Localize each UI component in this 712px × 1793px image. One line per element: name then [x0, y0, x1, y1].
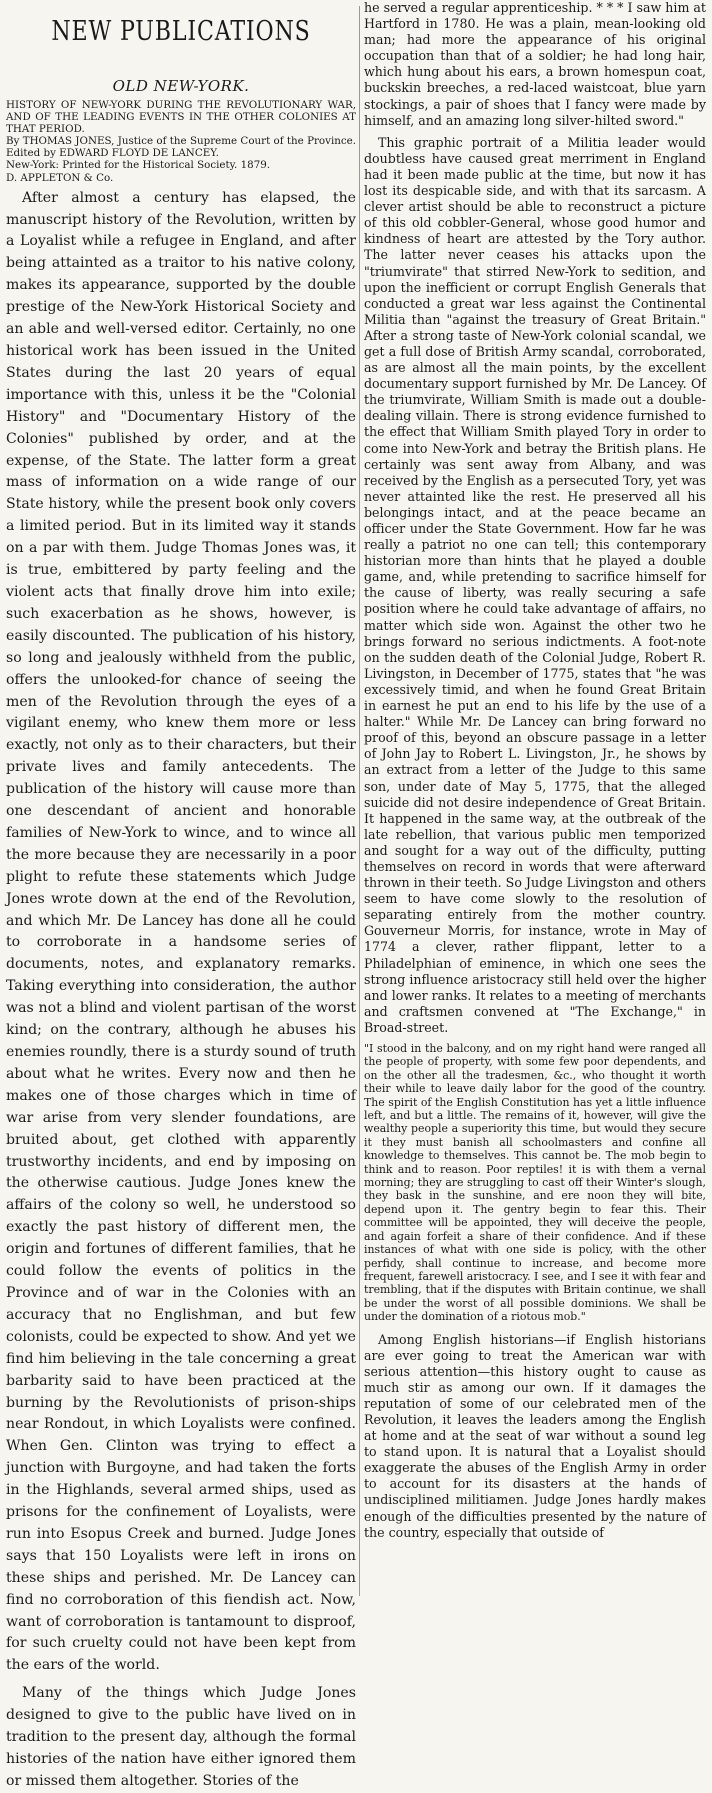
book-title: HISTORY OF NEW-YORK DURING THE REVOLUTIONARY WAR, AND OF THE LEADING EVENTS IN THE OTHER COLONIES AT THAT PERIOD. — [6, 99, 356, 136]
block-quote: "I stood in the balcony, and on my right hand were ranged all the people of property, with some few poor dependents, and on the other all the tradesmen, &c., who thought it worth their while to leave daily labor for the good of the country. The spirit of the English Constitution has yet a little influence left, and but a little. The remains of it, however, will give the wealthy people a superiority this time, but would they secure it they must banish all schoolmasters and confine all knowledge to themselves. This cannot be. The mob begin to think and to reason. Poor reptiles! it is with them a vernal morning; they are struggling to cast off their Winter's slough, they bask in the sunshine, and ere noon they will bite, depend upon it. The gentry begin to fear this. Their committee will be appointed, they will deceive the people, and again forfeit a share of their confidence. And if these instances of what with one side is policy, with the other perfidy, shall continue to increase, and become more frequent, farewell aristocracy. I see, and I see it with fear and trembling, that if the disputes with Britain continue, we shall be under the worst of all possible dominions. We shall be under the domination of a riotous mob." — [364, 1042, 706, 1324]
book-author: By THOMAS JONES, Justice of the Supreme Court of the Province. Edited by EDWARD FLOYD DE LANCEY. — [6, 135, 356, 160]
book-publisher: D. APPLETON & Co. — [6, 171, 114, 184]
article-subhead: OLD NEW-YORK. — [112, 77, 250, 95]
article-paragraph: he served a regular apprenticeship. * * * I saw him at Hartford in 1780. He was a plain, mean-looking old man; had more the appearance of his original occupation than that of a soldier; he had long hair, which hung about his ears, a brown homespun coat, buckskin breeches, a red-laced waistcoat, blue yarn stockings, a pair of shoes that I fancy were made by himself, and an amazing long silver-hilted sword." — [364, 0, 706, 128]
article-paragraph: After almost a century has elapsed, the manuscript history of the Revolution, written by a Loyalist while a refugee in England, and after being attainted as a traitor to his native colony, makes its appearance, supported by the double prestige of the New-York Historical Society and an able and well-versed editor. Certainly, no one historical work has been issued in the United States during the last 20 years of equal importance with this, unless it be the "Colonial History" and "Documentary History of the Colonies" published by order, and at the expense, of the State. The latter form a great mass of information on a wide range of our State history, while the present book only covers a limited period. But in its limited way it stands on a par with them. Judge Thomas Jones was, it is true, embittered by party feeling and the violent acts that finally drove him into exile; such exacerbation as he shows, however, is easily discounted. The publication of his history, so long and jealously withheld from the public, offers the unlooked-for chance of seeing the men of the Revolution through the eyes of a vigilant enemy, who knew them more or less exactly, not only as to their characters, but their private lives and family antecedents. The publication of the history will cause more than one descendant of ancient and honorable families of New-York to wince, and to wince all the more because they are necessarily in a poor plight to refute these statements which Judge Jones wrote down at the end of the Revolution, and which Mr. De Lancey has done all he could to corroborate in a handsome series of documents, notes, and explanatory remarks. Taking everything into consideration, the author was not a blind and violent partisan of the worst kind; on the contrary, although he abuses his enemies roundly, there is a sturdy sound of truth about what he writes. Every now and then he makes one of those charges which in time of war arise from very slender foundations, are bruited about, get clothed with apparently trustworthy incidents, and end by imposing on the otherwise cautious. Judge Jones knew the affairs of the colony so well, he understood so exactly the past history of different men, the origin and fortunes of different families, that he could follow the events of politics in the Province and of war in the Colonies with an accuracy that no Englishman, and but few colonists, could be expected to show. And yet we find him believing in the tale concerning a great barbarity said to have been practiced at the burning by the Revolutionists of prison-ships near Rondout, in which Loyalists were confined. When Gen. Clinton was trying to effect a junction with Burgoyne, and had taken the forts in the Highlands, several armed ships, used as prisons for the confinement of Loyalists, were run into Esopus Creek and burned. Judge Jones says that 150 Loyalists were left in irons on these ships and perished. Mr. De Lancey can find no corroboration of this fiendish act. Now, want of corroboration is tantamount to disproof, for such cruelty could not have been kept from the ears of the world. — [6, 189, 356, 1674]
right-column — [364, 0, 706, 1600]
article-paragraph: This graphic portrait of a Militia leader would doubtless have caused great merriment in England had it been made public at the time, but now it has lost its despicable side, and with that its sarcasm. A clever artist should be able to reconstruct a picture of this old cobbler-General, whose good humor and kindness of heart are attested by the Tory author. The latter never ceases his attacks upon the "triumvirate" that stirred New-York to sedition, and upon the inefficient or corrupt English Generals that conducted a great war less against the Continental Militia than "against the treasury of Great Britain." After a strong taste of New-York colonial scandal, we get a full dose of British Army scandal, corroborated, as are almost all the main points, by the excellent documentary support furnished by Mr. De Lancey. Of the triumvirate, William Smith is made out a double-dealing villain. There is strong evidence furnished to the effect that William Smith played Tory in order to come into New-York and betray the British plans. He certainly was sent away from Albany, and was received by the English as a persecuted Tory, yet was never attainted like the rest. He preserved all his belongings intact, and at the peace became an officer under the State Government. How far he was really a patriot no one can tell; this contemporary historian more than hints that he played a double game, and, while pretending to sacrifice himself for the cause of liberty, was really securing a safe position where he could take advantage of affairs, no matter which side won. Against the other two he brings forward no serious indictments. A foot-note on the sudden death of the Colonial Judge, Robert R. Livingston, in December of 1775, states that "he was excessively timid, and when he found Great Britain in earnest he put an end to his life by the use of a halter." While Mr. De Lancey can bring forward no proof of this, beyond an obscure passage in a letter of John Jay to Robert L. Livingston, Jr., he shows by an extract from a letter of the Judge to this same son, under date of May 5, 1775, that the alleged suicide did not desire independence of Great Britain. It happened in the same way, at the outbreak of the late rebellion, that various public men temporized and sought for a way out of the difficulty, putting themselves on record in words that were afterward thrown in their teeth. So Judge Livingston and others seem to have come slowly to the resolution of separating entirely from the mother country. Gouverneur Morris, for instance, wrote in May of 1774 a clever, rather flippant, letter to a Philadelphian of eminence, in which one sees the strong influence aristocracy still held over the higher and lower ranks. It relates to a meeting of merchants and craftsmen convened at "The Exchange," in Broad-street. — [364, 134, 706, 1035]
left-column — [6, 0, 356, 1789]
article-paragraph: Many of the things which Judge Jones designed to give to the public have lived on in tradition to the present day, although the formal histories of the nation have either ignored them or missed them altogether. Stories of the — [6, 1685, 356, 1789]
headline: NEW PUBLICATIONS — [51, 16, 311, 47]
article-paragraph: Among English historians—if English historians are ever going to treat the American war with serious attention—this history ought to cause as much stir as among our own. If it damages the reputation of some of our celebrated men of the Revolution, it leaves the leaders among the English at home and at the seat of war without a sound leg to stand upon. It is natural that a Loyalist should exaggerate the abuses of the English Army in order to account for its disasters at the hands of undisciplined militiamen. Judge Jones hardly makes enough of the difficulties presented by the nature of the country, especially that outside of — [364, 1331, 706, 1540]
book-imprint: New-York: Printed for the Historical Society. 1879. — [6, 159, 271, 172]
column-rule — [359, 6, 360, 1596]
book-citation — [6, 99, 356, 184]
